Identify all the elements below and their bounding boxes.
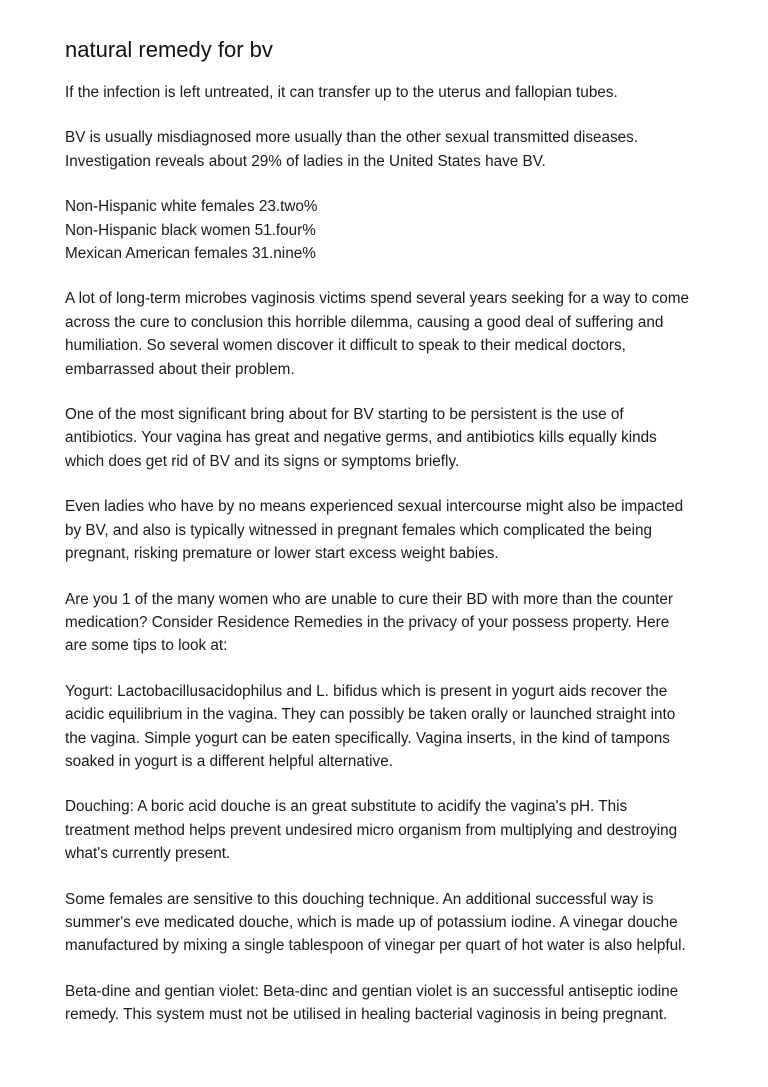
document-body xyxy=(65,81,715,1027)
paragraph xyxy=(65,980,715,1027)
text-line: Are you 1 of the many women who are unable to cure their BD with more than the counter xyxy=(65,590,673,608)
text-line: treatment method helps prevent undesired micro organism from multiplying and destroying xyxy=(65,821,678,839)
text-line: remedy. This system must not be utilised in healing bacterial vaginosis in being pregnant. xyxy=(65,1006,668,1024)
paragraph xyxy=(65,287,715,381)
text-line: A lot of long-term microbes vaginosis victims spend several years seeking for a way to come xyxy=(65,290,690,308)
text-line: summer's eve medicated douche, which is made up of potassium iodine. A vinegar douche xyxy=(65,913,678,931)
text-line: embarrassed about their problem. xyxy=(65,360,295,378)
text-line: pregnant, risking premature or lower start excess weight babies. xyxy=(65,545,499,563)
text-line: If the infection is left untreated, it can transfer up to the uterus and fallopian tubes. xyxy=(65,84,618,101)
text-line: which does get rid of BV and its signs or symptoms briefly. xyxy=(65,452,460,470)
text-line: Non-Hispanic white females 23.two% xyxy=(65,198,318,216)
text-line: humiliation. So several women discover it difficult to speak to their medical doctors, xyxy=(65,337,626,355)
document-title: natural remedy for bv xyxy=(65,37,273,62)
paragraph xyxy=(65,795,715,865)
text-line: are some tips to look at: xyxy=(65,637,228,655)
text-line: by BV, and also is typically witnessed in pregnant females which complicated the being xyxy=(65,521,652,539)
text-line: medication? Consider Residence Remedies in the privacy of your possess property. Here xyxy=(65,613,670,631)
text-line: Yogurt: Lactobacillusacidophilus and L. bifidus which is present in yogurt aids recover the xyxy=(65,682,668,700)
paragraph xyxy=(65,680,715,774)
paragraph xyxy=(65,588,715,658)
paragraph xyxy=(65,126,715,173)
paragraph xyxy=(65,403,715,473)
text-line: soaked in yogurt is a different helpful alternative. xyxy=(65,752,393,770)
text-line: One of the most significant bring about for BV starting to be persistent is the use of xyxy=(65,406,624,424)
text-line: Some females are sensitive to this douching technique. An additional successful way is xyxy=(65,890,654,908)
text-line: across the cure to conclusion this horrible dilemma, causing a good deal of suffering and xyxy=(65,313,664,331)
text-line: manufactured by mixing a single tablespoon of vinegar per quart of hot water is also helpful. xyxy=(65,937,686,955)
text-line: antibiotics. Your vagina has great and negative germs, and antibiotics kills equally kinds xyxy=(65,429,657,447)
text-line: Investigation reveals about 29% of ladies in the United States have BV. xyxy=(65,152,546,170)
text-line: Mexican American females 31.nine% xyxy=(65,245,316,263)
paragraph xyxy=(65,495,715,565)
paragraph xyxy=(65,195,715,265)
text-line: BV is usually misdiagnosed more usually than the other sexual transmitted diseases. xyxy=(65,129,639,147)
paragraph xyxy=(65,888,715,958)
paragraph xyxy=(65,81,715,104)
text-line: acidic equilibrium in the vagina. They can possibly be taken orally or launched straight into xyxy=(65,706,676,724)
text-line: Non-Hispanic black women 51.four% xyxy=(65,221,316,239)
text-line: Beta-dine and gentian violet: Beta-dinc and gentian violet is an successful antiseptic iodine xyxy=(65,982,679,1000)
text-line: what's currently present. xyxy=(65,845,231,863)
text-line: Even ladies who have by no means experienced sexual intercourse might also be impacted xyxy=(65,498,684,516)
text-line: Douching: A boric acid douche is an great substitute to acidify the vagina's pH. This xyxy=(65,798,628,816)
document-page xyxy=(65,36,715,1049)
text-line: the vagina. Simple yogurt can be eaten specifically. Vagina inserts, in the kind of tampons xyxy=(65,729,670,747)
